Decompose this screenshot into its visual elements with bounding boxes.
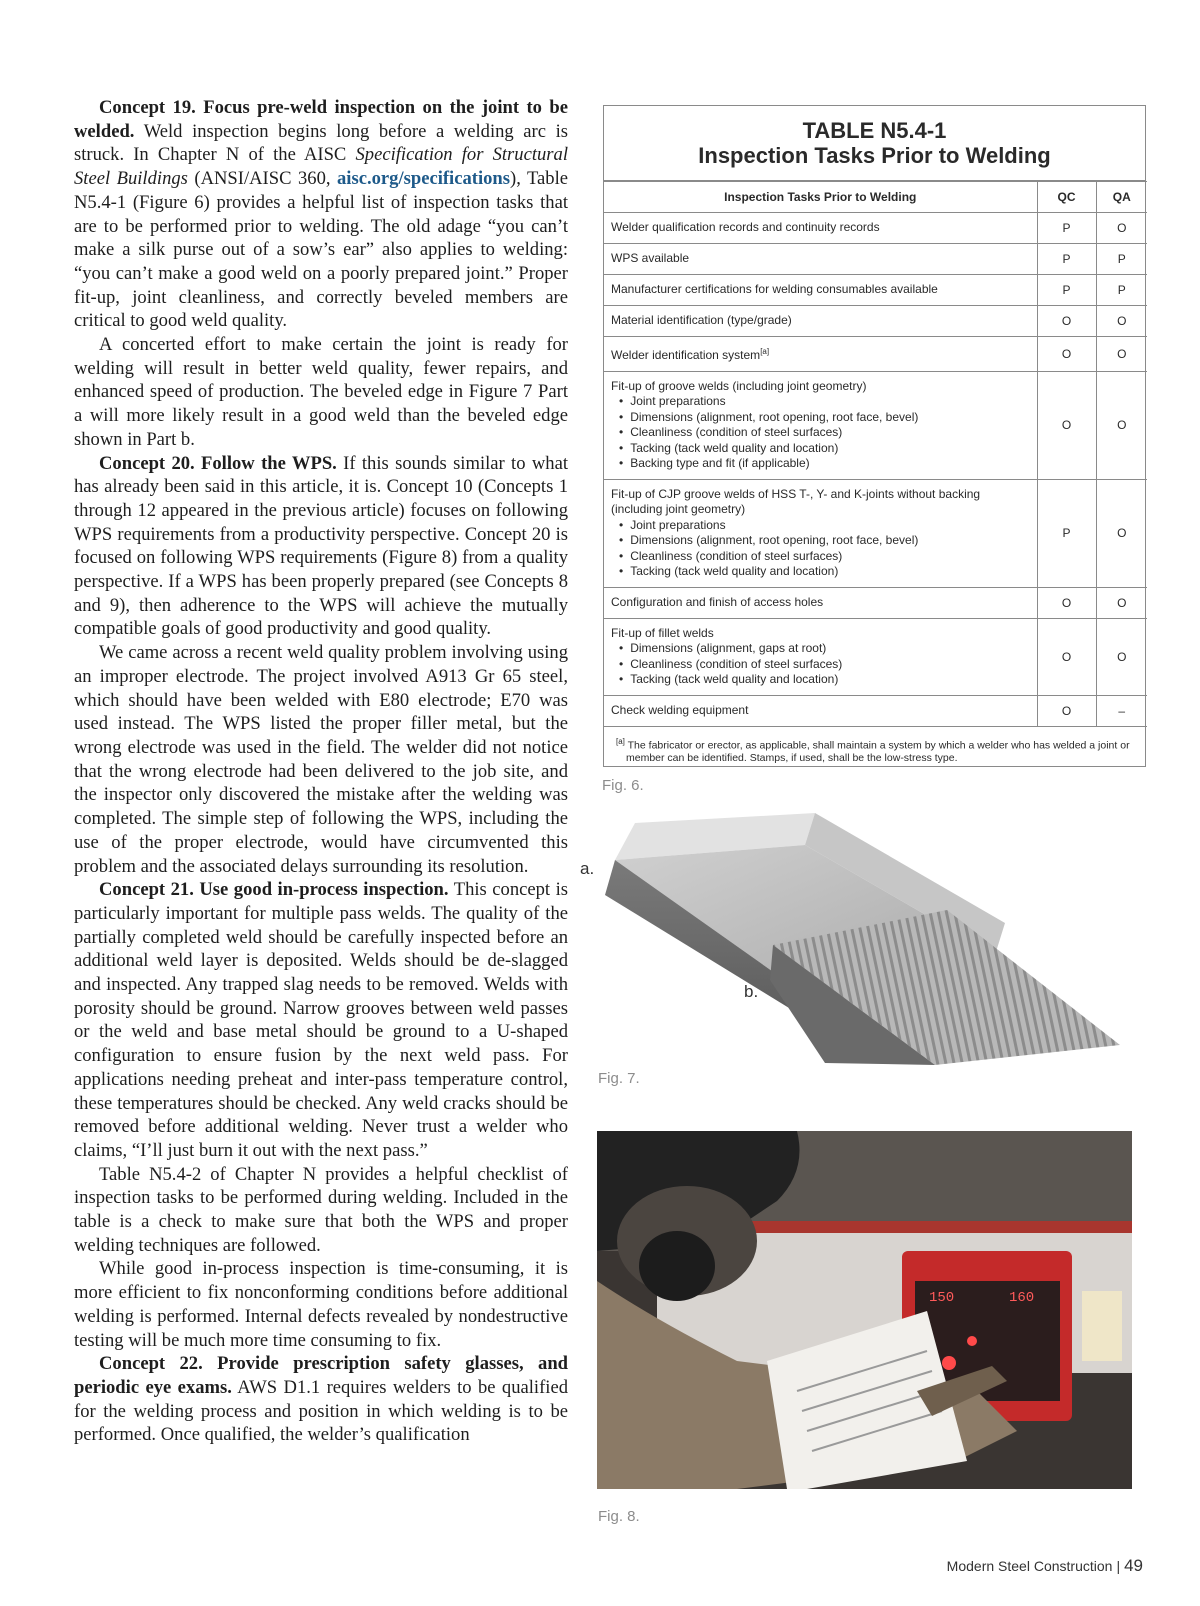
fig-7-caption: Fig. 7. — [598, 1070, 640, 1087]
table-row: Check welding equipment O – — [604, 695, 1147, 726]
column-header-task: Inspection Tasks Prior to Welding — [604, 182, 1037, 213]
concept-22-heading: Concept 22. Provide prescription safety glasses, and periodic eye exams. — [74, 1353, 568, 1398]
fig-7-label-a: a. — [580, 859, 595, 878]
inspection-table-figure — [603, 105, 1146, 767]
table-row: Material identification (type/grade) O O — [604, 306, 1147, 337]
paragraph: We came across a recent weld quality problem involving using an improper electrode. The project involved A913 Gr 65 steel, which should have been welded with E80 electrode; E70 was used instead. The WPS listed the proper filler metal, but the wrong electrode was used in the field. The welder did not notice that the wrong electrode had been delivered to the job site, and the inspector only discovered the mistake after the welding was completed. The simple step of following the WPS, including the use of the proper electrode, would have circumvented this problem and the associated delays surrounding its resolution. — [74, 642, 568, 877]
paragraph: While good in-process inspection is time-consuming, it is more efficient to fix nonconforming conditions before additional welding is performed. Internal defects revealed by nondestructive testing will be much more time consuming to fix. — [74, 1258, 568, 1351]
column-header-qa: QA — [1096, 182, 1147, 213]
concept-19-heading: Concept 19. Focus pre-weld inspection on the joint to be welded. — [74, 97, 568, 142]
table-row: Manufacturer certifications for welding consumables available P P — [604, 275, 1147, 306]
table-footnote: [a] The fabricator or erector, as applicable, shall maintain a system by which a welder who has welded a joint or member can be identified. Stamps, if used, shall be the low-stress type. — [616, 736, 1130, 764]
table-row: Welder qualification records and continuity records P O — [604, 213, 1147, 244]
table-row: Welder identification system[a] O O — [604, 337, 1147, 372]
table-row: Fit-up of groove welds (including joint geometry) • Joint preparations • Dimensions (alignment, root opening, root face, bevel) • Cleanliness (condition of steel surfaces) • Tacking (tack weld quality and location) • Backing type and fit (if applicable) O O — [604, 371, 1147, 479]
table-row: WPS available P P — [604, 244, 1147, 275]
paragraph-concept-20: Concept 20. Follow the WPS. If this sounds similar to what has already been said in this article, it is. Concept 10 (Concepts 1 through 12 appeared in the previous article) focuses on following WPS requirements from a productivity perspective. Concept 20 is focused on following WPS requirements (Figure 8) from a quality perspective. If a WPS has been properly prepared (see Concepts 8 and 9), then adherence to the WPS will achieve the mutually compatible goals of good productivity and good quality. — [74, 452, 569, 640]
page-footer — [947, 1556, 1143, 1576]
fig-8-caption: Fig. 8. — [598, 1508, 640, 1525]
bullet-list: • Dimensions (alignment, gaps at root) • Cleanliness (condition of steel surfaces) • Tacking (tack weld quality and location) — [611, 641, 1030, 688]
fig-7-label-b: b. — [744, 982, 759, 1001]
fig-6-caption: Fig. 6. — [602, 777, 644, 794]
footer-divider: | — [1116, 1558, 1121, 1574]
concept-21-heading: Concept 21. Use good in-process inspection. — [99, 879, 449, 901]
table-title: TABLE N5.4-1 Inspection Tasks Prior to Welding — [604, 106, 1145, 181]
bullet-list: • Joint preparations • Dimensions (alignment, root opening, root face, bevel) • Cleanliness (condition of steel surfaces) • Tacking (tack weld quality and location) • Backing type and fit (if applicable) — [611, 394, 1030, 472]
beveled-edges-figure — [595, 805, 1155, 1105]
paragraph-concept-19: Concept 19. Focus pre-weld inspection on the joint to be welded. Weld inspection begins long before a welding arc is struck. In Chapter N of the AISC Specification for Structural Steel Buildings (ANSI/AISC 360, aisc.org/specifications), Table N5.4-1 (Figure 6) provides a helpful list of inspection tasks that are to be performed prior to welding. The old adage “you can’t make a silk purse out of a sow’s ear” also applies to welding: “you can’t make a good weld on a poorly prepared joint.” Proper fit-up, joint cleanliness, and correctly beveled members are critical to good weld quality. — [74, 97, 569, 332]
footnote-marker: [a] — [760, 347, 770, 356]
table-row: Fit-up of fillet welds • Dimensions (alignment, gaps at root) • Cleanliness (condition of steel surfaces) • Tacking (tack weld quality and location) O O — [604, 618, 1147, 695]
paragraph-concept-22: Concept 22. Provide prescription safety glasses, and periodic eye exams. AWS D1.1 requires welders to be qualified for the welding process and position in which welding is to be performed. Once qualified, the welder’s qualification — [74, 1353, 568, 1446]
table-row: Configuration and finish of access holes O O — [604, 587, 1147, 618]
page-number: 49 — [1124, 1556, 1143, 1575]
inspection-tasks-table — [604, 181, 1147, 727]
paragraph-concept-21: Concept 21. Use good in-process inspection. This concept is particularly important for multiple pass welds. The quality of the partially completed weld should be carefully inspected before an additional weld layer is deposited. Welds should be de-slagged and inspected. Any trapped slag needs to be removed. Welds with porosity should be ground. Narrow grooves between weld passes or the weld and base metal should be ground to a U-shaped configuration to ensure fusion by the next weld pass. For applications needing preheat and inter-pass temperature control, these temperatures should be checked. Any weld cracks should be removed before additional welding. Never trust a welder who claims, “I’ll just burn it out with the next pass.” — [74, 879, 569, 1161]
table-row: Fit-up of CJP groove welds of HSS T-, Y- and K-joints without backing (including joint geometry) • Joint preparations • Dimensions (alignment, root opening, root face, bevel) • Cleanliness (condition of steel surfaces) • Tacking (tack weld quality and location) P O — [604, 479, 1147, 587]
table-header-row — [604, 182, 1147, 213]
machine-display-left: 150 — [929, 1290, 955, 1306]
article-body — [74, 96, 568, 1447]
concept-20-heading: Concept 20. Follow the WPS. — [99, 452, 337, 474]
paragraph: Table N5.4-2 of Chapter N provides a helpful checklist of inspection tasks to be performed during welding. Included in the table is a check to make sure that both the WPS and proper welding techniques are followed. — [74, 1163, 568, 1256]
aisc-specifications-link[interactable]: aisc.org/specifications — [337, 168, 510, 190]
paragraph: A concerted effort to make certain the joint is ready for welding will result in better weld quality, fewer repairs, and enhanced speed of production. The beveled edge in Figure 7 Part a will more likely result in a good weld than the beveled edge shown in Part b. — [74, 334, 568, 450]
welder-photo — [597, 1131, 1132, 1489]
magazine-name: Modern Steel Construction — [946, 1558, 1113, 1574]
column-header-qc: QC — [1037, 182, 1096, 213]
bullet-list: • Joint preparations • Dimensions (alignment, root opening, root face, bevel) • Cleanliness (condition of steel surfaces) • Tacking (tack weld quality and location) — [611, 518, 1030, 580]
machine-display-right: 160 — [1009, 1290, 1035, 1306]
